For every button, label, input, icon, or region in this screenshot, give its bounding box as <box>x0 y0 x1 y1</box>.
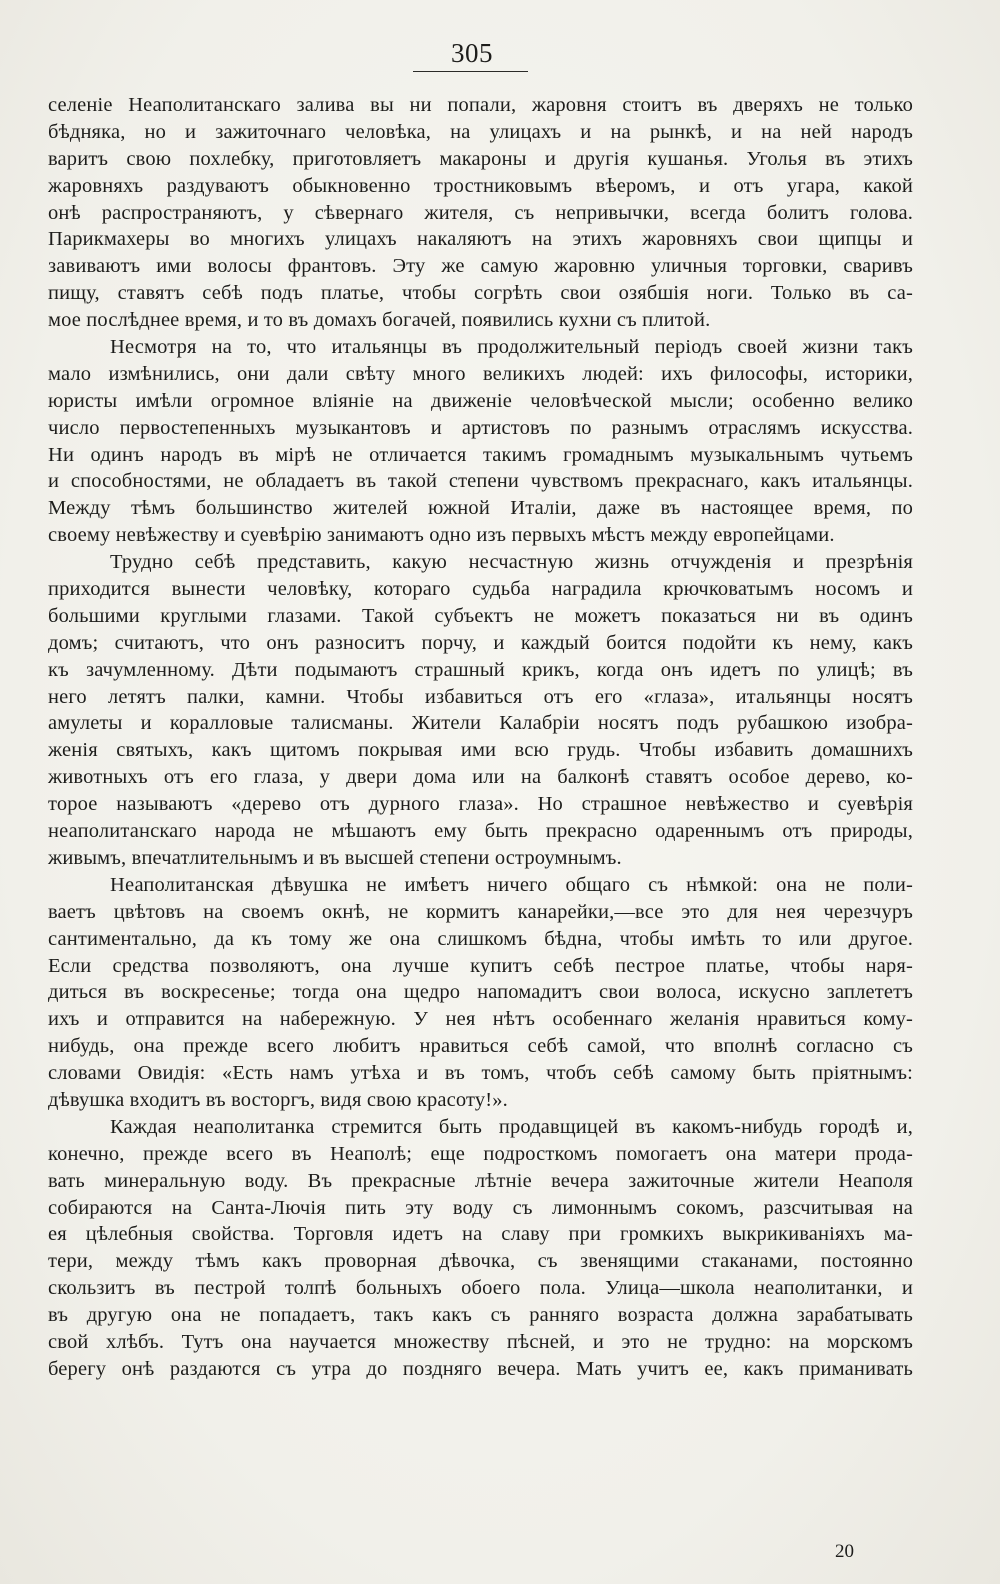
text-line: торое называютъ «дерево отъ дурного глаза». Но страшное невѣжество и суевѣрія <box>48 793 913 816</box>
text-line: онѣ распространяютъ, у сѣвернаго жителя, съ непривычки, всегда болитъ голова. <box>48 201 913 224</box>
text-line: пищу, ставятъ себѣ подъ платье, чтобы согрѣть свои озябшія ноги. Только въ са- <box>48 282 913 305</box>
header-rule <box>413 71 528 72</box>
text-line: Неаполитанская дѣвушка не имѣетъ ничего общаго съ нѣмкой: она не поли- <box>110 873 913 896</box>
text-line: скользитъ въ пестрой толпѣ больныхъ обоего пола. Улица—школа неаполитанки, и <box>48 1277 913 1300</box>
text-line: ихъ и отправится на набережную. У нея нѣтъ особеннаго желанія нравиться кому- <box>48 1008 913 1031</box>
text-line: ея цѣлебныя свойства. Торговля идетъ на славу при громкихъ выкрикиваніяхъ ма- <box>48 1223 913 1246</box>
text-line: словами Овидія: «Есть намъ утѣха и въ томъ, чтобъ себѣ самому быть пріятнымъ: <box>48 1062 913 1085</box>
text-line: бѣдняка, но и зажиточнаго человѣка, на улицахъ и на рынкѣ, и на ней народъ <box>48 120 913 143</box>
text-line: жаровняхъ раздуваютъ обыкновенно тростниковымъ вѣеромъ, и отъ угара, какой <box>48 174 913 197</box>
text-line: Каждая неаполитанка стремится быть продавщицей въ какомъ-нибудь городѣ и, <box>110 1115 913 1138</box>
text-line: женія святыхъ, какъ щитомъ покрывая ими всю грудь. Чтобы избавить домашнихъ <box>48 739 913 762</box>
text-line: конечно, прежде всего въ Неаполѣ; еще подросткомъ помогаетъ она матери прода- <box>48 1142 913 1165</box>
text-line: и способностями, не обладаетъ въ такой степени чувствомъ прекраснаго, какъ итальянцы. <box>48 470 913 493</box>
text-line: мало измѣнились, они дали свѣту много великихъ людей: ихъ философы, историки, <box>48 362 913 385</box>
text-line: дѣвушка входитъ въ восторгъ, видя свою красоту!». <box>48 1088 508 1111</box>
paragraph <box>48 549 913 872</box>
text-line: свой хлѣбъ. Тутъ она научается множеству пѣсней, и это не трудно: на морскомъ <box>48 1330 913 1353</box>
text-line: своему невѣжеству и суевѣрію занимаютъ одно изъ первыхъ мѣстъ между европейцами. <box>48 524 835 547</box>
paragraph <box>48 334 913 549</box>
text-line: приходится вынести человѣку, котораго судьба наградила крючковатымъ носомъ и <box>48 578 913 601</box>
body-text <box>48 92 913 1383</box>
text-line: къ зачумленному. Дѣти подымаютъ страшный крикъ, когда онъ идетъ по улицѣ; въ <box>48 658 913 681</box>
text-line: сантиментально, да къ тому же она слишкомъ бѣдна, чтобы имѣть то или другое. <box>48 927 913 950</box>
printer-signature-mark: 20 <box>835 1541 854 1562</box>
text-line: селеніе Неаполитанскаго залива вы ни попали, жаровня стоитъ въ дверяхъ не только <box>48 94 913 116</box>
text-line: большими круглыми глазами. Такой субъектъ не можетъ показаться ни въ одинъ <box>48 604 913 627</box>
text-line: диться въ воскресенье; тогда она щедро напомадитъ свои волоса, искусно заплететъ <box>48 981 913 1004</box>
text-line: нибудь, она прежде всего любитъ нравиться себѣ самой, что вполнѣ согласно съ <box>48 1035 913 1058</box>
text-line: Если средства позволяютъ, она лучше купитъ себѣ пестрое платье, чтобы наря- <box>48 954 913 977</box>
text-line: завиваютъ ими волосы франтовъ. Эту же самую жаровню уличныя торговки, сваривъ <box>48 255 913 278</box>
text-line: въ другую она не попадаетъ, такъ какъ съ ранняго возраста должна зарабатывать <box>48 1304 913 1327</box>
text-line: берегу онѣ раздаются съ утра до поздняго вечера. Мать учитъ ее, какъ приманивать <box>48 1357 913 1380</box>
paragraph <box>48 92 913 334</box>
text-line: собираются на Санта-Лючія пить эту воду съ лимоннымъ сокомъ, разсчитывая на <box>48 1196 913 1219</box>
text-line: Ни одинъ народъ въ мірѣ не отличается такимъ громаднымъ музыкальнымъ чутьемъ <box>48 443 913 466</box>
text-line: неаполитанскаго народа не мѣшаютъ ему быть прекрасно одареннымъ отъ природы, <box>48 820 913 843</box>
text-line: Парикмахеры во многихъ улицахъ накаляютъ на этихъ жаровняхъ свои щипцы и <box>48 228 913 251</box>
text-line: тери, между тѣмъ какъ проворная дѣвочка, съ звенящими стаканами, постоянно <box>48 1250 913 1273</box>
text-line: животныхъ отъ его глаза, у двери дома или на балконѣ ставятъ особое дерево, ко- <box>48 766 913 789</box>
text-line: него летятъ палки, камни. Чтобы избавиться отъ его «глаза», итальянцы носятъ <box>48 685 913 708</box>
text-line: домъ; считаютъ, что онъ разноситъ порчу, и каждый боится подойти къ нему, какъ <box>48 631 913 654</box>
text-line: число первостепенныхъ музыкантовъ и артистовъ по разнымъ отраслямъ искусства. <box>48 416 913 439</box>
page-number: 305 <box>451 38 493 68</box>
text-line: живымъ, впечатлительнымъ и въ высшей степени остроумнымъ. <box>48 846 622 869</box>
text-line: Между тѣмъ большинство жителей южной Италіи, даже въ настоящее время, по <box>48 497 913 520</box>
text-line: амулеты и коралловые талисманы. Жители Калабріи носятъ подъ рубашкою изобра- <box>48 712 913 735</box>
text-line: мое послѣднее время, и то въ домахъ богачей, появились кухни съ плитой. <box>48 309 711 332</box>
text-line: Трудно себѣ представить, какую несчастную жизнь отчужденія и презрѣнія <box>110 551 913 574</box>
text-line: варитъ свою похлебку, приготовляетъ макароны и другія кушанья. Уголья въ этихъ <box>48 147 913 170</box>
text-line: юристы имѣли огромное вліяніе на движеніе человѣческой мысли; особенно велико <box>48 389 913 412</box>
text-line: Несмотря на то, что итальянцы въ продолжительный періодъ своей жизни такъ <box>110 336 913 359</box>
paragraph <box>48 872 913 1114</box>
text-line: ваетъ цвѣтовъ на своемъ окнѣ, не кормитъ канарейки,—все это для нея черезчуръ <box>48 900 913 923</box>
paragraph <box>48 1114 913 1383</box>
text-line: вать минеральную воду. Въ прекрасные лѣтніе вечера зажиточные жители Неаполя <box>48 1169 913 1192</box>
